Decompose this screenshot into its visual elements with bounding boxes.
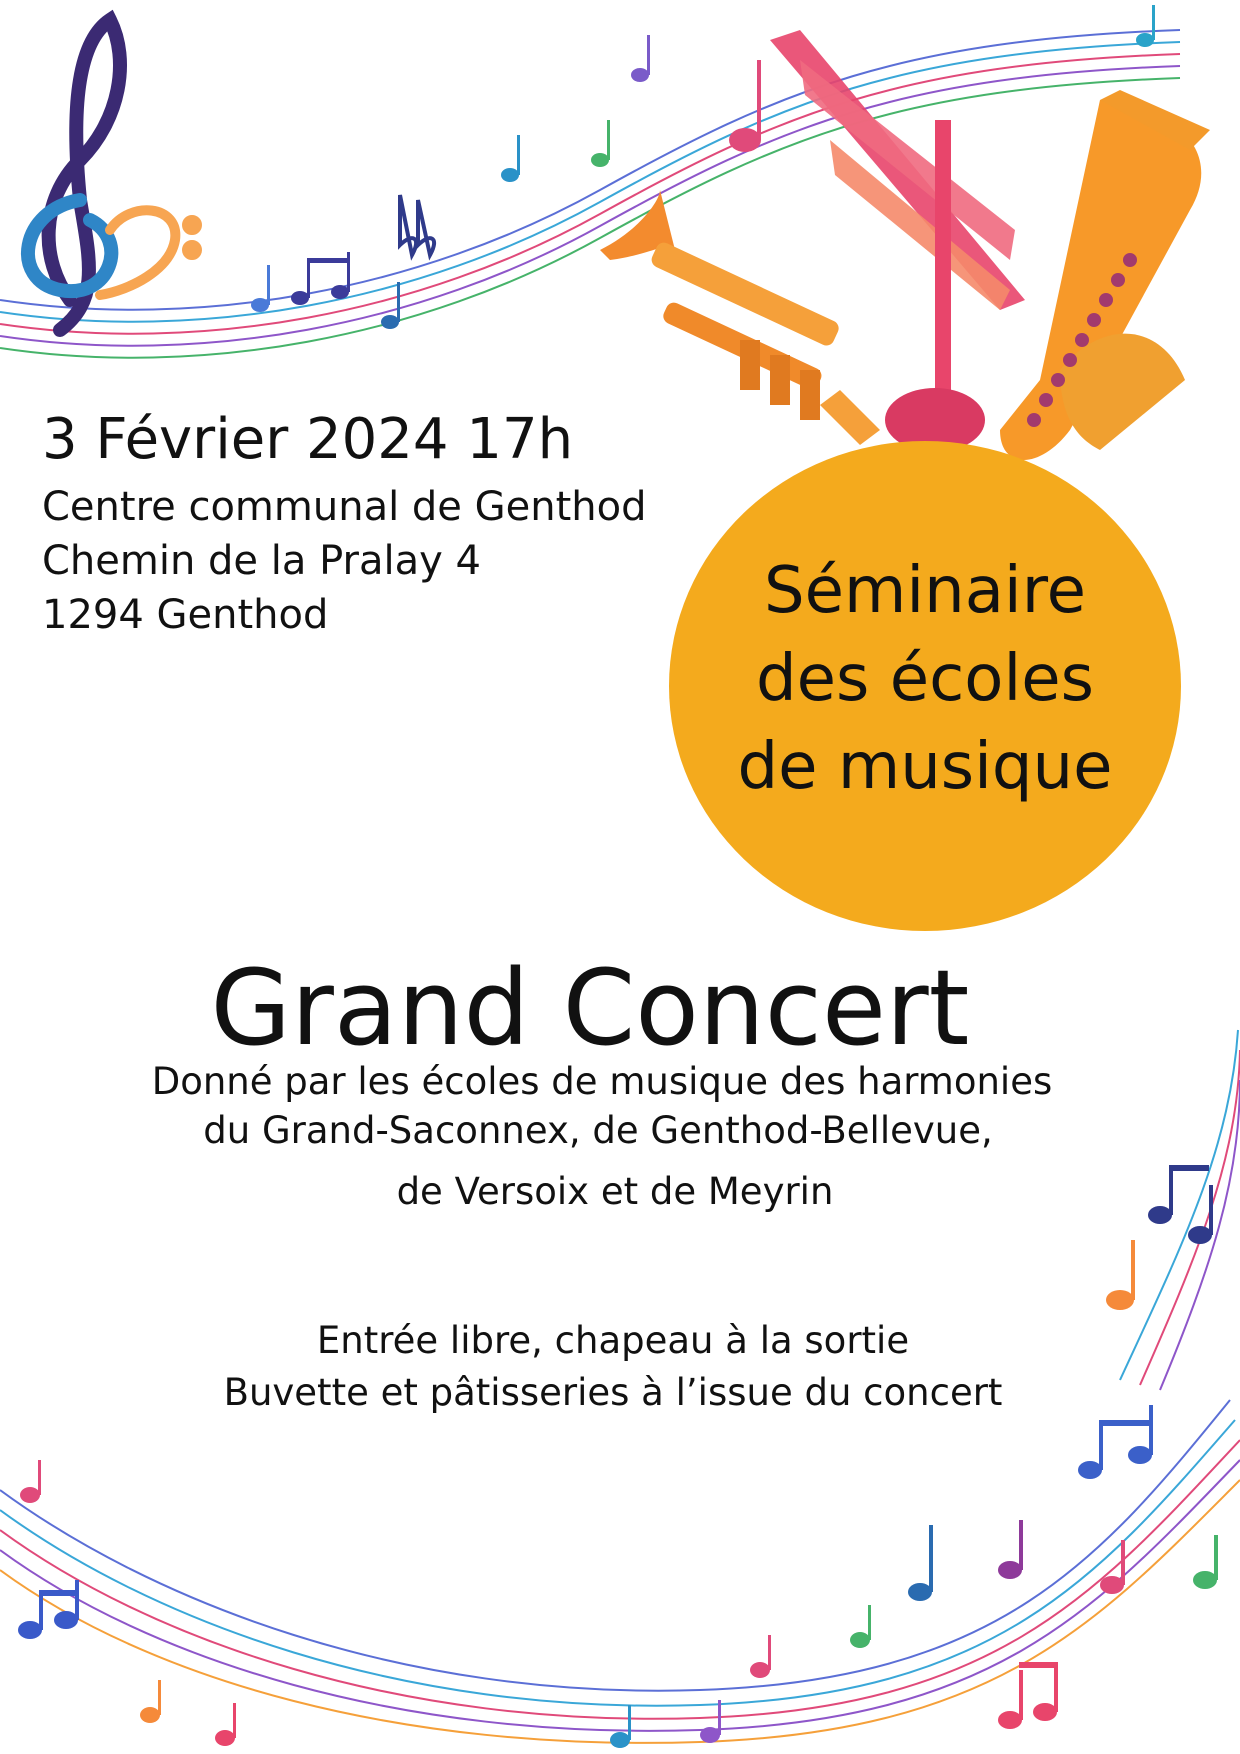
music-note-icon [908, 1525, 933, 1601]
music-note-icon [750, 1635, 771, 1678]
treble-clef-icon [28, 20, 120, 330]
venue-street: Chemin de la Pralay 4 [42, 538, 481, 584]
performers-line-2: du Grand-Saconnex, de Genthod-Bellevue, [203, 1109, 993, 1152]
refreshments-info: Buvette et pâtisseries à l’issue du concert [223, 1371, 1003, 1414]
music-note-icon [1136, 5, 1155, 47]
music-note-icon [850, 1605, 871, 1648]
music-note-icon [215, 1703, 236, 1746]
performers-line-3: de Versoix et de Meyrin [396, 1170, 834, 1213]
concert-title: Grand Concert [210, 947, 970, 1069]
event-date-time: 3 Février 2024 17h [42, 407, 574, 472]
venue-name: Centre communal de Genthod [42, 484, 647, 530]
flat-icon [400, 195, 434, 255]
music-note-icon [291, 252, 350, 305]
music-note-icon [1193, 1535, 1218, 1589]
badge-line-3: de musique [737, 730, 1113, 804]
saxophone-icon [1000, 90, 1210, 460]
music-note-icon [1100, 1540, 1125, 1594]
venue-city: 1294 Genthod [42, 592, 329, 638]
music-note-icon [610, 1705, 631, 1748]
badge-line-2: des écoles [756, 642, 1094, 716]
music-note-icon [591, 120, 610, 167]
seminar-badge [669, 441, 1181, 931]
music-note-icon [998, 1520, 1023, 1579]
music-note-icon [700, 1700, 721, 1743]
music-note-icon [631, 35, 650, 82]
bottom-notes [18, 1165, 1218, 1748]
badge-line-1: Séminaire [764, 554, 1086, 628]
performers-line-1: Donné par les écoles de musique des harmonies [151, 1060, 1053, 1103]
music-note-icon [1106, 1240, 1135, 1310]
admission-info: Entrée libre, chapeau à la sortie [316, 1319, 910, 1362]
event-info [42, 400, 646, 642]
music-note-icon [251, 265, 270, 312]
music-note-icon [729, 60, 761, 152]
music-note-icon [20, 1460, 41, 1503]
music-note-icon [501, 135, 520, 182]
music-note-icon [140, 1680, 161, 1723]
